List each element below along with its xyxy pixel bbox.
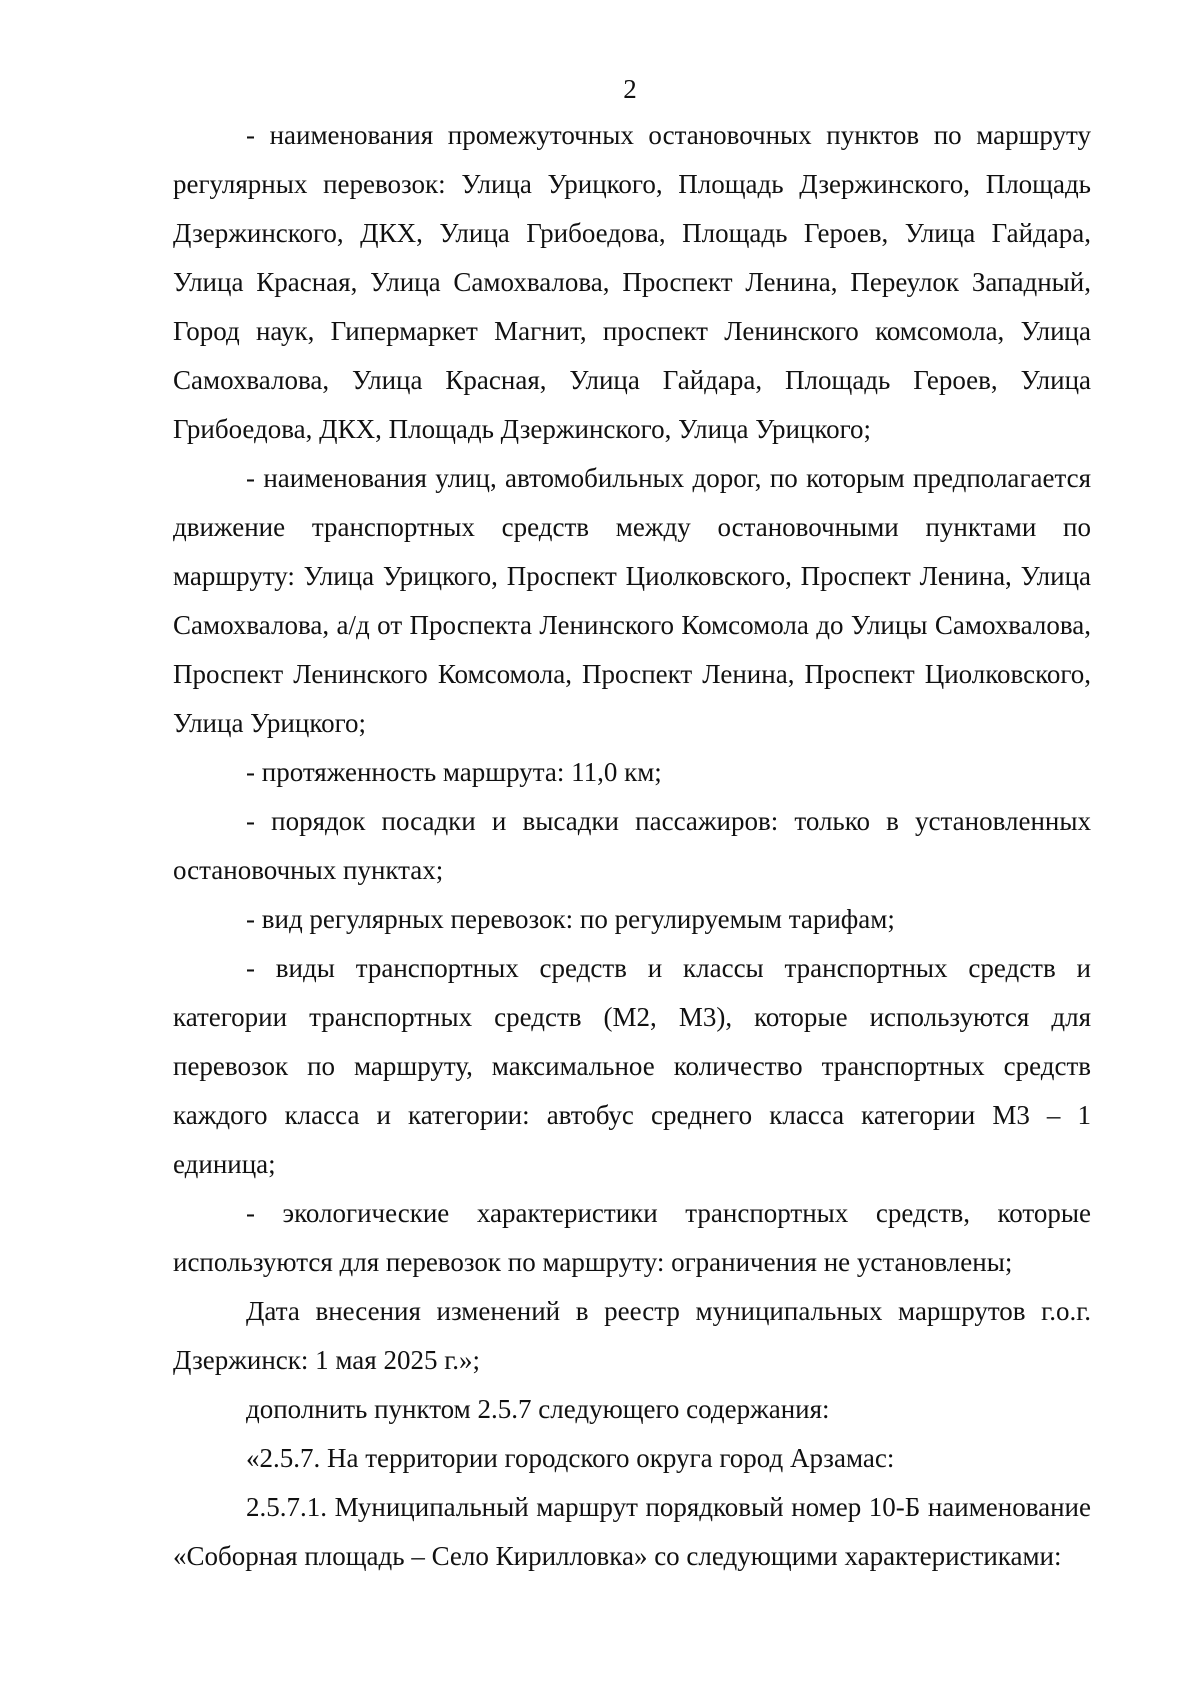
- document-body: [173, 111, 1091, 1581]
- paragraph-clause-2-5-7-1: 2.5.7.1. Муниципальный маршрут порядковый номер 10-Б наименование «Соборная площадь – Село Кирилловка» со следующими характеристиками:: [173, 1492, 1091, 1571]
- paragraph-ecological-characteristics: - экологические характеристики транспортных средств, которые используются для перевозок по маршруту: ограничения не установлены;: [173, 1198, 1091, 1277]
- paragraph-route-length: - протяженность маршрута: 11,0 км;: [246, 757, 662, 787]
- paragraph-clause-2-5-7: «2.5.7. На территории городского округа город Арзамас:: [246, 1443, 895, 1473]
- paragraph-intermediate-stops: - наименования промежуточных остановочных пунктов по маршруту регулярных перевозок: Улица Урицкого, Площадь Дзержинского, Площадь Дзержинского, ДКХ, Улица Грибоедова, Площадь Героев, Улица Гайдара, Улица Красная, Улица Самохвалова, Проспект Ленина, Переулок Западный, Город наук, Гипермаркет Магнит, проспект Ленинского комсомола, Улица Самохвалова, Улица Красная, Улица Гайдара, Площадь Героев, Улица Грибоедова, ДКХ, Площадь Дзержинского, Улица Урицкого;: [173, 120, 1091, 444]
- page-number: 2: [623, 74, 637, 104]
- paragraph-registry-date: Дата внесения изменений в реестр муниципальных маршрутов г.о.г. Дзержинск: 1 мая 2025 г.»;: [173, 1296, 1091, 1375]
- paragraph-add-clause: дополнить пунктом 2.5.7 следующего содержания:: [246, 1394, 830, 1424]
- paragraph-vehicle-classes: - виды транспортных средств и классы транспортных средств и категории транспортных средств (М2, М3), которые используются для перевозок по маршруту, максимальное количество транспортных средств каждого класса и категории: автобус среднего класса категории М3 – 1 единица;: [173, 953, 1091, 1179]
- paragraph-streets-roads: - наименования улиц, автомобильных дорог, по которым предполагается движение транспортных средств между остановочными пунктами по маршруту: Улица Урицкого, Проспект Циолковского, Проспект Ленина, Улица Самохвалова, а/д от Проспекта Ленинского Комсомола до Улицы Самохвалова, Проспект Ленинского Комсомола, Проспект Ленина, Проспект Циолковского, Улица Урицкого;: [173, 463, 1091, 738]
- paragraph-boarding-order: - порядок посадки и высадки пассажиров: только в установленных остановочных пунктах;: [173, 806, 1091, 885]
- paragraph-transport-type: - вид регулярных перевозок: по регулируемым тарифам;: [246, 904, 895, 934]
